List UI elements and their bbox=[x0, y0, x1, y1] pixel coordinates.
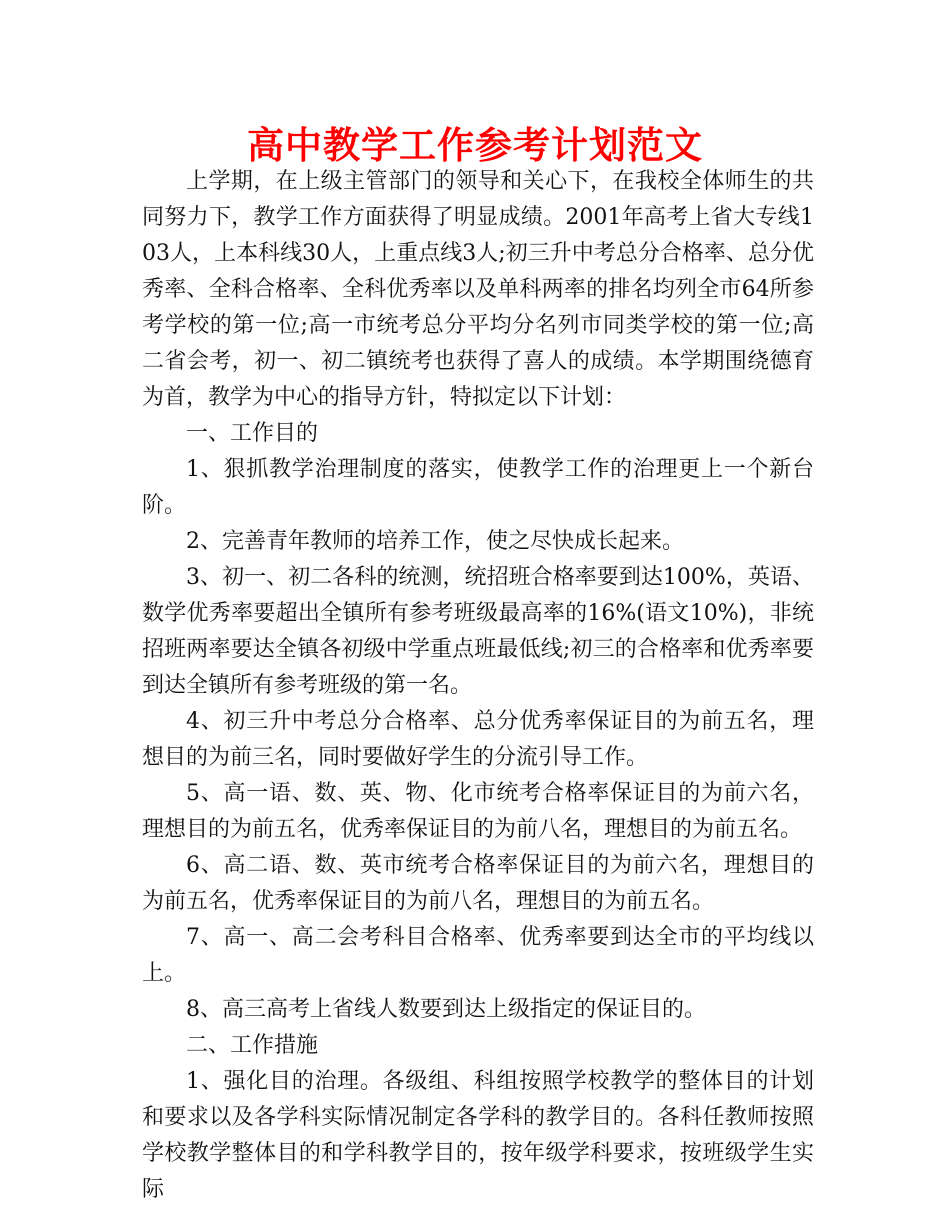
section-heading-measures: 二、工作措施 bbox=[186, 1033, 319, 1058]
goal-item-4: 4、初三升中考总分合格率、总分优秀率保证目的为前五名，理想目的为前三名，同时要做好学生的分流引导工作。 bbox=[142, 709, 814, 770]
document-body bbox=[142, 164, 814, 1208]
document-title: 高中教学工作参考计划范文 bbox=[247, 124, 703, 167]
goal-item-1: 1、狠抓教学治理制度的落实，使教学工作的治理更上一个新台阶。 bbox=[142, 457, 814, 518]
goal-item-8: 8、高三高考上省线人数要到达上级指定的保证目的。 bbox=[186, 997, 706, 1022]
goal-item-2: 2、完善青年教师的培养工作，使之尽快成长起来。 bbox=[186, 529, 684, 554]
goal-item-5: 5、高一语、数、英、物、化市统考合格率保证目的为前六名，理想目的为前五名，优秀率保证目的为前八名，理想目的为前五名。 bbox=[142, 781, 814, 842]
goal-item-6: 6、高二语、数、英市统考合格率保证目的为前六名，理想目的为前五名，优秀率保证目的为前八名，理想目的为前五名。 bbox=[142, 853, 814, 914]
section-heading-goals: 一、工作目的 bbox=[186, 421, 319, 446]
measure-item-1: 1、强化目的治理。各级组、科组按照学校教学的整体目的计划和要求以及各学科实际情况制定各学科的教学目的。各科任教师按照学校教学整体目的和学科教学目的，按年级学科要求，按班级学生实际 bbox=[142, 1069, 814, 1202]
goal-item-3: 3、初一、初二各科的统测，统招班合格率要到达100%，英语、数学优秀率要超出全镇所有参考班级最高率的16%(语文10%)，非统招班两率要达全镇各初级中学重点班最低线;初三的合格率和优秀率要到达全镇所有参考班级的第一名。 bbox=[142, 565, 814, 698]
goal-item-7: 7、高一、高二会考科目合格率、优秀率要到达全市的平均线以上。 bbox=[142, 925, 814, 986]
paragraph-intro: 上学期，在上级主管部门的领导和关心下，在我校全体师生的共同努力下，教学工作方面获得了明显成绩。2001年高考上省大专线103人，上本科线30人，上重点线3人;初三升中考总分合格率、总分优秀率、全科合格率、全科优秀率以及单科两率的排名均列全市64所参考学校的第一位;高一市统考总分平均分名列市同类学校的第一位;高二省会考，初一、初二镇统考也获得了喜人的成绩。本学期围绕德育为首，教学为中心的指导方针，特拟定以下计划： bbox=[142, 169, 814, 410]
